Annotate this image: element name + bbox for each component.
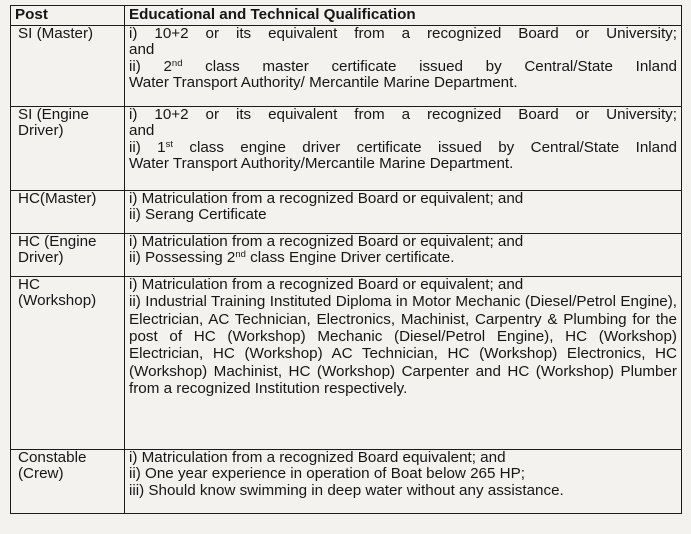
table-row-constable-crew (11, 449, 682, 513)
post-cell: SI (Engine Driver) (11, 106, 125, 190)
qualification-text: class master certificate issued by Central/State Inland (182, 57, 677, 75)
qualification-item: Water Transport Authority/Mercantile Marine Department. (129, 155, 514, 173)
post-cell: HC (Engine Driver) (11, 233, 125, 276)
qualification-item: i) Matriculation from a recognized Board or equivalent; and (129, 232, 524, 250)
qualification-table (10, 5, 682, 514)
post-cell: HC (Workshop) (11, 276, 125, 449)
qualification-cell (125, 106, 682, 190)
qualification-item: i) 10+2 or its equivalent from a recognized Board or University; (129, 24, 677, 42)
qualification-item: ii) Serang Certificate (129, 206, 267, 224)
post-cell: HC(Master) (11, 190, 125, 233)
table-row-si-engine-driver (11, 106, 682, 190)
qualification-text: ii) Possessing 2 (129, 249, 236, 267)
qualification-cell (125, 25, 682, 106)
qualification-item: i) Matriculation from a recognized Board or equivalent; and (129, 275, 524, 293)
qualification-item: i) 10+2 or its equivalent from a recognized Board or University; (129, 105, 677, 123)
table-row-hc-master (11, 190, 682, 233)
table-row-hc-engine-driver (11, 233, 682, 276)
qualification-item: ii) One year experience in operation of Boat below 265 HP; (129, 465, 525, 483)
table-row-si-master (11, 25, 682, 106)
ordinal-suffix: st (165, 138, 173, 150)
qualification-item: iii) Should know swimming in deep water without any assistance. (129, 481, 564, 499)
header-row (11, 6, 682, 26)
qualification-text: ii) 1 (129, 138, 166, 156)
qualification-item: Water Transport Authority/ Mercantile Marine Department. (129, 74, 518, 92)
qualification-item (129, 250, 677, 267)
post-cell: Constable (Crew) (11, 449, 125, 513)
qualification-text: class Engine Driver certificate. (245, 249, 455, 267)
header-post: Post (11, 6, 125, 26)
conjunction: and (129, 122, 155, 140)
ordinal-suffix: nd (171, 57, 183, 69)
post-cell: SI (Master) (11, 25, 125, 106)
qualification-cell (125, 233, 682, 276)
qualification-text: ii) 2 (129, 57, 172, 75)
qualification-item: i) Matriculation from a recognized Board or equivalent; and (129, 189, 524, 207)
qualification-item: ii) Industrial Training Instituted Diploma in Motor Mechanic (Diesel/Petrol Engine), Electrician, AC Technician, Electronics, Machinist, Carpentry & Plumbing for the post of HC (Workshop) Mechanic (Diesel/Petrol Engine), HC (Workshop) Electrician, HC (Workshop) AC Technician, HC (Workshop) Electronics, HC (Workshop) Machinist, HC (Workshop) Carpenter and HC (Workshop) Plumber from a recognized Institution respectively. (129, 293, 677, 398)
qualification-item: i) Matriculation from a recognized Board equivalent; and (129, 448, 506, 466)
qualification-cell (125, 276, 682, 449)
conjunction: and (129, 41, 155, 59)
qualification-item (129, 59, 677, 76)
header-qualification: Educational and Technical Qualification (125, 6, 682, 26)
qualification-text: class engine driver certificate issued by Central/State Inland (173, 138, 677, 156)
qualification-cell (125, 449, 682, 513)
qualification-cell (125, 190, 682, 233)
qualification-item (129, 140, 677, 157)
ordinal-suffix: nd (235, 249, 246, 261)
table-row-hc-workshop (11, 276, 682, 449)
